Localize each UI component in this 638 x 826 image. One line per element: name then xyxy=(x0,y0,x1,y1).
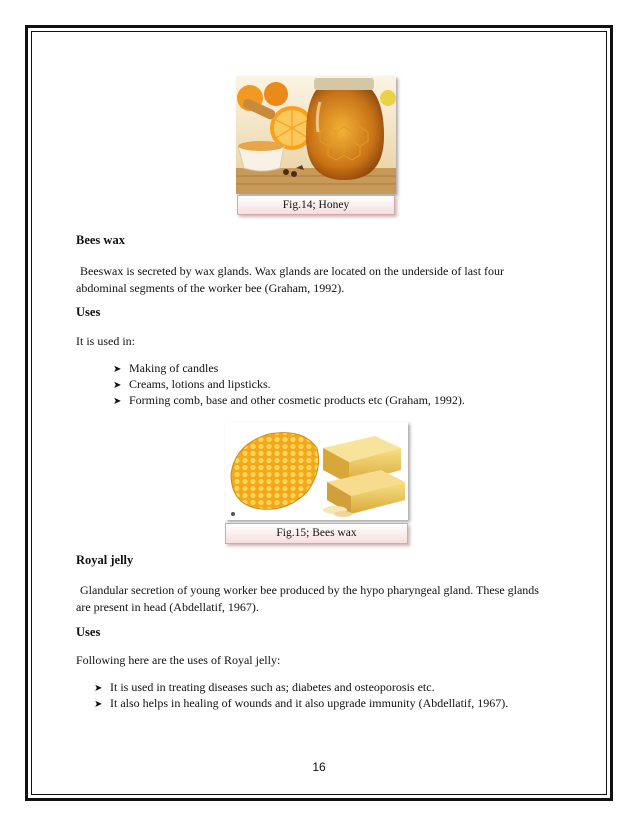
beeswax-image xyxy=(225,422,408,520)
figure-caption-honey: Fig.14; Honey xyxy=(237,195,395,215)
list-item: ➤ Creams, lotions and lipsticks. xyxy=(113,377,271,391)
heading-uses-beeswax: Uses xyxy=(76,305,101,319)
arrow-bullet-icon: ➤ xyxy=(113,380,122,391)
list-item: ➤ It also helps in healing of wounds and it also upgrade immunity (Abdellatif, 1967). xyxy=(94,696,509,710)
heading-bees-wax: Bees wax xyxy=(76,233,125,247)
arrow-bullet-icon: ➤ xyxy=(113,364,122,375)
arrow-bullet-icon: ➤ xyxy=(94,683,103,694)
royal-jelly-uses-intro: Following here are the uses of Royal jelly: xyxy=(76,653,281,667)
list-item: ➤ Forming comb, base and other cosmetic products etc (Graham, 1992). xyxy=(113,393,465,407)
royal-jelly-body-line2: are present in head (Abdellatif, 1967). xyxy=(76,600,259,614)
list-item: ➤ Making of candles xyxy=(113,361,219,375)
arrow-bullet-icon: ➤ xyxy=(113,396,122,407)
figure-caption-bees-wax: Fig.15; Bees wax xyxy=(225,523,408,544)
honey-image xyxy=(236,76,396,194)
arrow-bullet-icon: ➤ xyxy=(94,699,103,710)
page-number: 16 xyxy=(312,760,326,774)
royal-jelly-body-line1: Glandular secretion of young worker bee produced by the hypo pharyngeal gland. These glands xyxy=(80,583,539,597)
list-item: ➤ It is used in treating diseases such as; diabetes and osteoporosis etc. xyxy=(94,680,435,694)
beeswax-uses-intro: It is used in: xyxy=(76,334,135,348)
beeswax-body-line1: Beeswax is secreted by wax glands. Wax glands are located on the underside of last four xyxy=(80,264,505,278)
beeswax-body-line2: abdominal segments of the worker bee (Graham, 1992). xyxy=(76,281,345,295)
heading-uses-royal-jelly: Uses xyxy=(76,625,101,639)
heading-royal-jelly: Royal jelly xyxy=(76,553,134,567)
